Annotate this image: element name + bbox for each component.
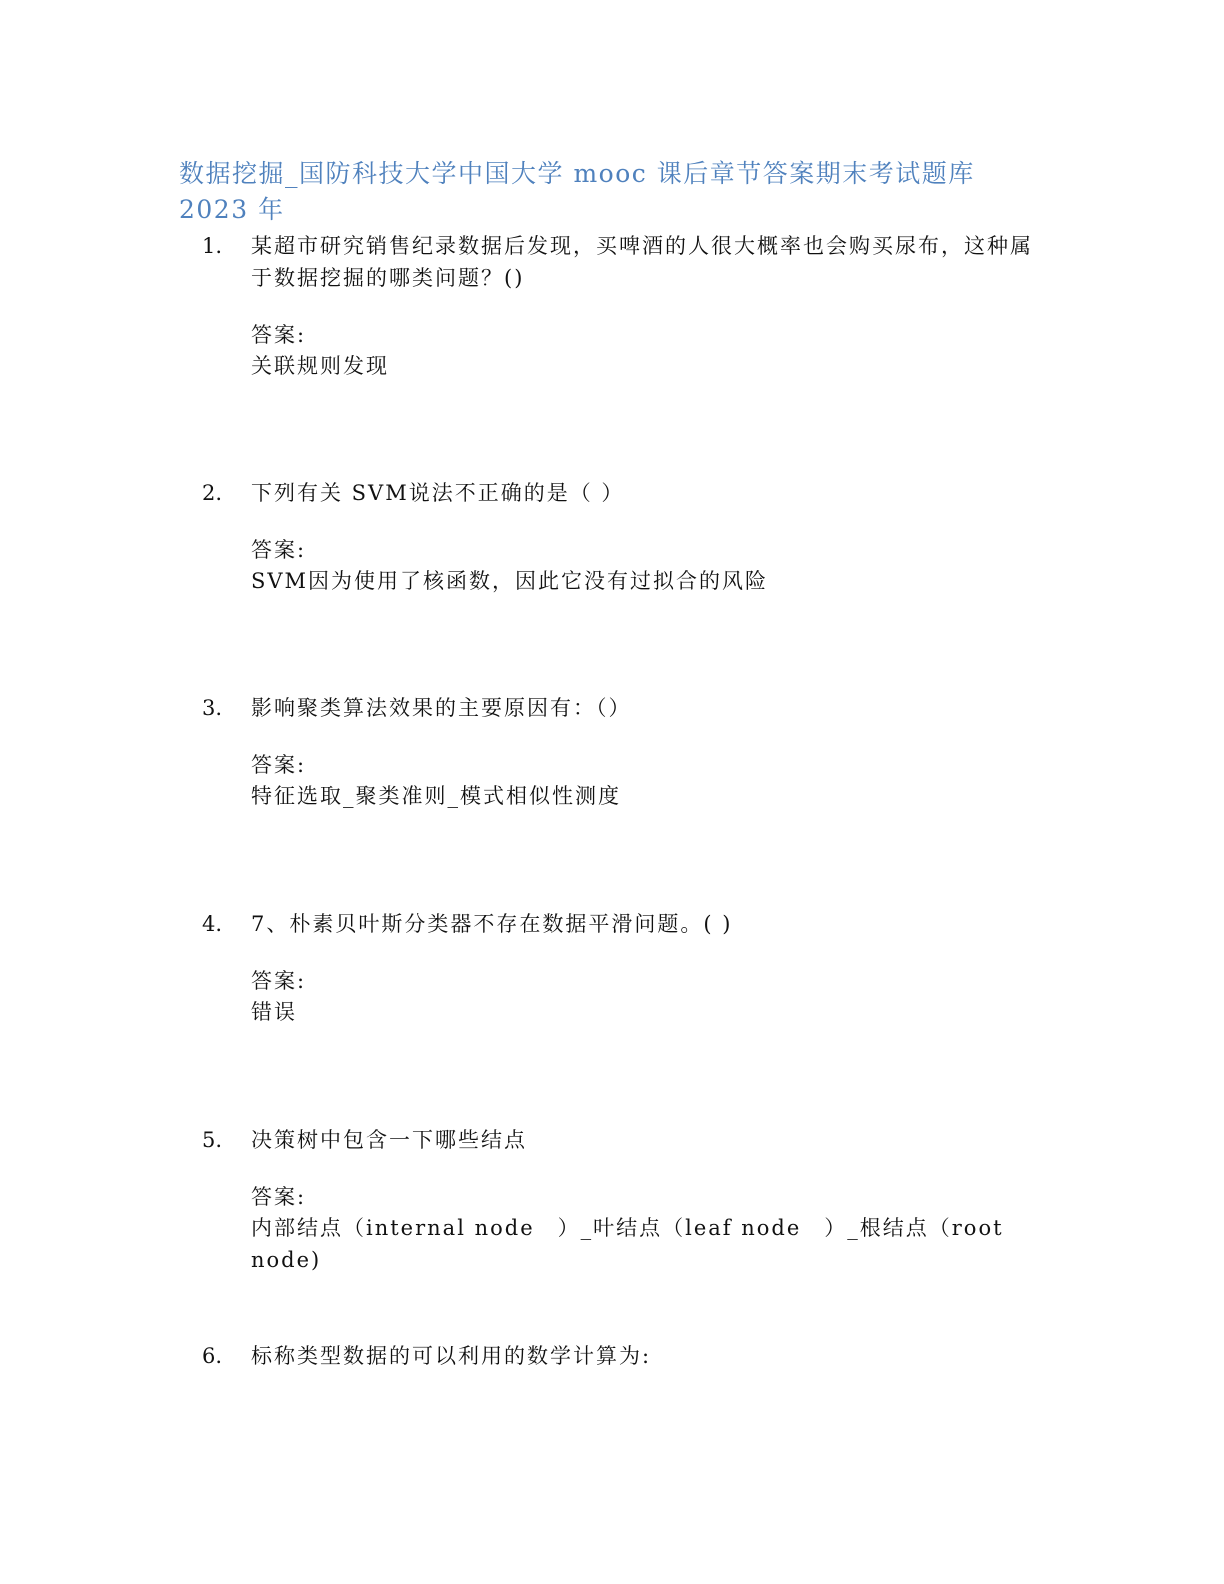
question-number: 4.: [202, 912, 223, 936]
question-text: 标称类型数据的可以利用的数学计算为:: [251, 1344, 652, 1368]
question-number: 6.: [202, 1344, 223, 1368]
answer-text: 特征选取_聚类准则_模式相似性测度: [251, 784, 621, 808]
answer-label: 答案:: [251, 753, 307, 777]
question-text: 某超市研究销售纪录数据后发现，买啤酒的人很大概率也会购买尿布，这种属于数据挖掘的哪类问题？(): [251, 234, 1033, 290]
answer-text: SVM因为使用了核函数，因此它没有过拟合的风险: [251, 569, 769, 593]
answer-text: 关联规则发现: [251, 354, 389, 378]
answer-text: 内部结点（internal node ）_叶结点（leaf node ）_根结点（root node): [251, 1216, 1004, 1272]
question-number: 3.: [202, 696, 223, 720]
question-number: 2.: [202, 481, 223, 505]
question-2: [202, 477, 1042, 597]
answer-label: 答案:: [251, 969, 307, 993]
question-text: 影响聚类算法效果的主要原因有：（）: [251, 696, 632, 720]
answer-label: 答案:: [251, 538, 307, 562]
question-text: 7、朴素贝叶斯分类器不存在数据平滑问题。( ): [251, 912, 733, 936]
question-text: 决策树中包含一下哪些结点: [251, 1128, 527, 1152]
question-text: 下列有关 SVM说法不正确的是（ ）: [251, 481, 625, 505]
question-1: [202, 230, 1042, 382]
question-number: 5.: [202, 1128, 223, 1152]
document-title: 数据挖掘_国防科技大学中国大学 mooc 课后章节答案期末考试题库 2023 年: [179, 159, 975, 224]
answer-text: 错误: [251, 1000, 297, 1024]
question-4: [202, 908, 1042, 1028]
answer-label: 答案:: [251, 1185, 307, 1209]
question-5: [202, 1124, 1042, 1276]
question-3: [202, 692, 1042, 812]
question-number: 1.: [202, 234, 223, 258]
question-6: [202, 1340, 1042, 1372]
answer-label: 答案:: [251, 323, 307, 347]
